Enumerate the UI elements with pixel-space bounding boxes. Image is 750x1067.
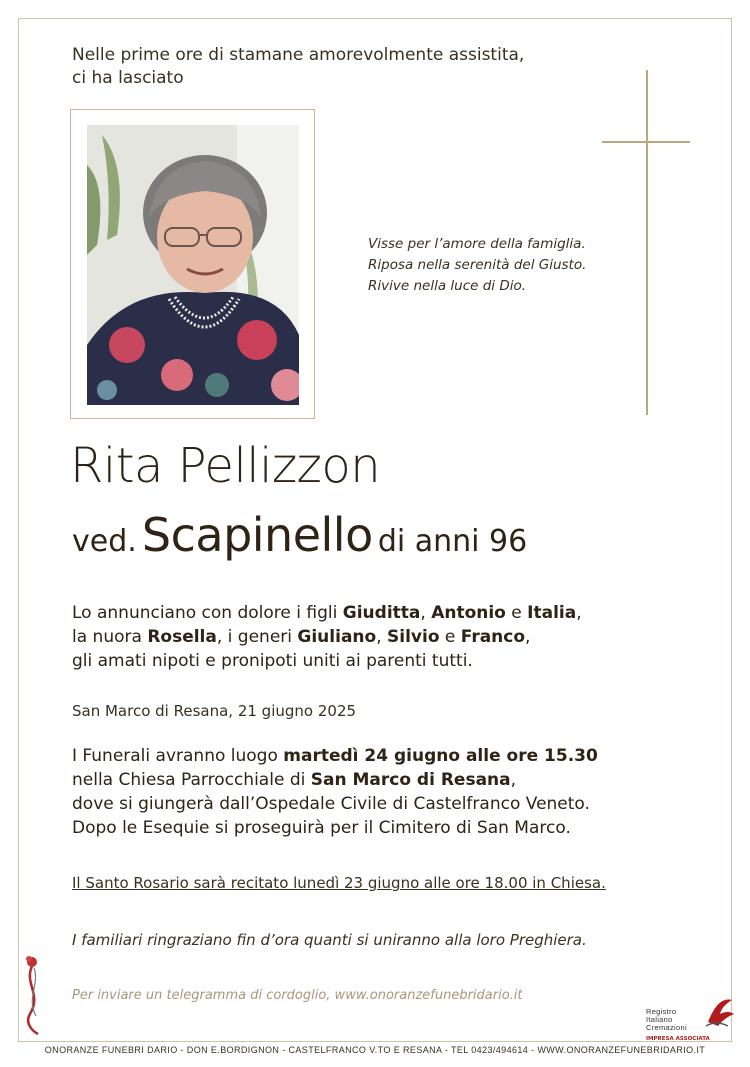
text: Lo annunciano con dolore i figli xyxy=(72,603,343,623)
place-date: San Marco di Resana, 21 giugno 2025 xyxy=(72,702,357,720)
cross-horizontal xyxy=(602,141,690,143)
child-name: Italia xyxy=(527,603,577,623)
funeral-line-2 xyxy=(72,768,692,792)
funeral-details xyxy=(72,744,692,840)
relative-name: Rosella xyxy=(147,627,217,647)
verse-text xyxy=(368,234,628,297)
funeral-datetime: martedì 24 giugno alle ore 15.30 xyxy=(283,746,598,766)
separator: , xyxy=(576,603,582,623)
funeral-line-3: dove si giungerà dall’Ospedale Civile di Castelfranco Veneto. xyxy=(72,794,590,814)
telegram-link[interactable]: Per inviare un telegramma di cordoglio, www.onoranzefunebridario.it xyxy=(72,988,523,1003)
separator: , xyxy=(525,627,531,647)
verse-line-1: Visse per l’amore della famiglia. xyxy=(368,236,586,252)
funeral-location: San Marco di Resana xyxy=(310,770,511,790)
separator: e xyxy=(505,603,528,623)
flower-icon xyxy=(20,954,46,1036)
phoenix-icon xyxy=(698,992,738,1032)
announcement-line-3: gli amati nipoti e pronipoti uniti ai parenti tutti. xyxy=(72,651,473,671)
relative-name: Silvio xyxy=(387,627,440,647)
logo-subtitle: IMPRESA ASSOCIATA xyxy=(646,1036,710,1042)
deceased-age: di anni 96 xyxy=(377,524,528,559)
logo-line: Cremazioni xyxy=(646,1023,687,1032)
text: I Funerali avranno luogo xyxy=(72,746,284,766)
relative-name: Giuliano xyxy=(297,627,377,647)
funeral-line-4: Dopo le Esequie si proseguirà per il Cimitero di San Marco. xyxy=(72,818,571,838)
verse-line-3: Rivive nella luce di Dio. xyxy=(368,278,527,294)
announcement-line-1 xyxy=(72,601,672,625)
intro-line-2: ci ha lasciato xyxy=(72,68,184,88)
thanks-note: I familiari ringraziano fin d’ora quanti si uniranno alla loro Preghiera. xyxy=(72,931,587,949)
portrait-photo xyxy=(87,125,299,405)
footer-contact: ONORANZE FUNEBRI DARIO - DON E.BORDIGNON - CASTELFRANCO V.TO E RESANA - TEL 0423/494614 - WWW.ONORANZEFUNEBRIDARIO.IT xyxy=(44,1045,706,1055)
registro-cremazioni-logo xyxy=(646,992,738,1044)
cross-vertical xyxy=(646,70,648,415)
text: la nuora xyxy=(72,627,148,647)
registro-text xyxy=(646,1008,687,1032)
deceased-name: Rita Pellizzon xyxy=(70,438,381,494)
child-name: Antonio xyxy=(431,603,506,623)
verse-line-2: Riposa nella serenità del Giusto. xyxy=(368,257,587,273)
text: , i generi xyxy=(216,627,298,647)
logo-line: Italiano xyxy=(646,1015,673,1024)
intro-text xyxy=(72,44,592,90)
announcement xyxy=(72,601,672,673)
widow-prefix: ved. xyxy=(72,524,137,559)
text: nella Chiesa Parrocchiale di xyxy=(72,770,311,790)
funeral-line-1 xyxy=(72,744,692,768)
separator: , xyxy=(510,770,517,790)
child-name: Giuditta xyxy=(342,603,421,623)
logo-line: Registro xyxy=(646,1007,677,1016)
married-surname: Scapinello xyxy=(141,508,373,562)
separator: , xyxy=(420,603,432,623)
portrait-frame xyxy=(70,109,315,419)
intro-line-1: Nelle prime ore di stamane amorevolmente assistita, xyxy=(72,45,525,65)
separator: e xyxy=(439,627,461,647)
deceased-married-name xyxy=(72,508,527,562)
announcement-line-2 xyxy=(72,625,672,649)
separator: , xyxy=(376,627,388,647)
relative-name: Franco xyxy=(460,627,526,647)
rosary-notice: Il Santo Rosario sarà recitato lunedì 23 giugno alle ore 18.00 in Chiesa. xyxy=(72,874,606,892)
portrait-illustration xyxy=(87,125,299,405)
